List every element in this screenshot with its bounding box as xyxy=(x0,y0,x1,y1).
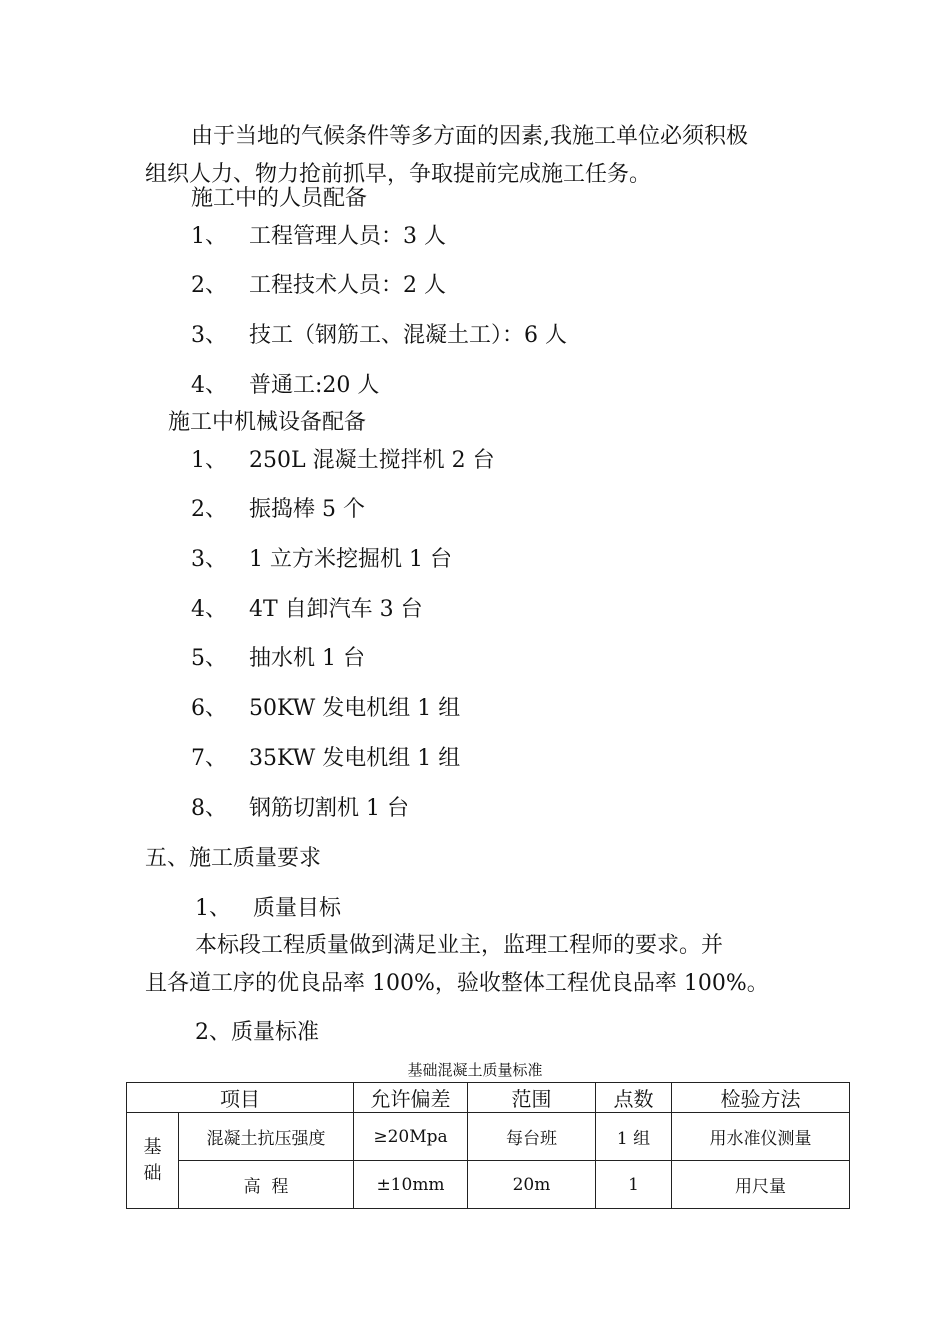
item-text: 35KW 发电机组 1 组 xyxy=(249,746,461,771)
item-number: 3、 xyxy=(191,547,227,572)
row-group-label xyxy=(127,1113,179,1209)
item-text: 1 立方米挖掘机 1 台 xyxy=(249,547,452,572)
table-cell: 高 程 xyxy=(179,1161,354,1209)
item-number: 7、 xyxy=(191,746,227,771)
quality-goal-line-2: 且各道工序的优良品率 100%，验收整体工程优良品率 100%。 xyxy=(145,971,769,996)
intro-line-1: 由于当地的气候条件等多方面的因素,我施工单位必须积极 xyxy=(191,124,748,149)
item-text: 振捣棒 5 个 xyxy=(249,497,365,522)
personnel-item xyxy=(191,224,446,250)
personnel-item xyxy=(191,373,379,399)
table-cell: ±10mm xyxy=(354,1161,468,1209)
item-number: 4、 xyxy=(191,597,227,622)
table-cell: 混凝土抗压强度 xyxy=(179,1113,354,1161)
equipment-item xyxy=(191,547,452,573)
equipment-item xyxy=(191,646,365,672)
table-cell: ≥20Mpa xyxy=(354,1113,468,1161)
item-number: 1、 xyxy=(195,896,231,921)
quality-goal-heading xyxy=(195,896,341,922)
quality-standard-heading: 2、质量标准 xyxy=(195,1020,319,1045)
equipment-item xyxy=(191,448,495,474)
table-cell: 20m xyxy=(468,1161,596,1209)
group-label-char: 础 xyxy=(143,1162,162,1184)
quality-goal-line-1: 本标段工程质量做到满足业主，监理工程师的要求。并 xyxy=(195,933,724,958)
item-text: 4T 自卸汽车 3 台 xyxy=(249,597,423,622)
item-text: 普通工:20 人 xyxy=(249,373,380,398)
group-label-char: 基 xyxy=(143,1136,162,1158)
item-number: 4、 xyxy=(191,373,227,398)
table-cell: 每台班 xyxy=(468,1113,596,1161)
quality-standard-table xyxy=(126,1082,850,1209)
item-text: 工程管理人员：3 人 xyxy=(249,224,446,249)
table-cell: 用尺量 xyxy=(672,1161,850,1209)
personnel-item xyxy=(191,273,446,299)
section-title: 五、施工质量要求 xyxy=(145,846,322,871)
item-text: 50KW 发电机组 1 组 xyxy=(249,696,461,721)
item-text: 钢筋切割机 1 台 xyxy=(249,796,409,821)
table-caption: 基础混凝土质量标准 xyxy=(407,1061,543,1079)
equipment-item xyxy=(191,597,423,623)
column-header: 范围 xyxy=(468,1083,596,1113)
table-cell: 1 组 xyxy=(596,1113,672,1161)
intro-line-2: 组织人力、物力抢前抓早，争取提前完成施工任务。 xyxy=(145,162,652,187)
item-number: 1、 xyxy=(191,448,227,473)
personnel-item xyxy=(191,323,567,349)
item-text: 质量目标 xyxy=(253,896,342,921)
table-row xyxy=(127,1161,850,1209)
equipment-heading: 施工中机械设备配备 xyxy=(168,410,367,435)
item-text: 工程技术人员：2 人 xyxy=(249,273,446,298)
personnel-heading: 施工中的人员配备 xyxy=(191,186,368,211)
table-cell: 1 xyxy=(596,1161,672,1209)
equipment-item xyxy=(191,497,365,523)
item-number: 2、 xyxy=(191,273,227,298)
equipment-item xyxy=(191,796,409,822)
item-text: 抽水机 1 台 xyxy=(249,646,365,671)
column-header: 允许偏差 xyxy=(354,1083,468,1113)
table-cell: 用水准仪测量 xyxy=(672,1113,850,1161)
item-number: 2、 xyxy=(191,497,227,522)
item-number: 6、 xyxy=(191,696,227,721)
item-number: 8、 xyxy=(191,796,227,821)
column-header: 点数 xyxy=(596,1083,672,1113)
table-row xyxy=(127,1113,850,1161)
item-number: 3、 xyxy=(191,323,227,348)
item-text: 250L 混凝土搅拌机 2 台 xyxy=(249,448,495,473)
item-number: 5、 xyxy=(191,646,227,671)
equipment-item xyxy=(191,746,460,772)
equipment-item xyxy=(191,696,460,722)
table-header-row xyxy=(127,1083,850,1113)
column-header: 项目 xyxy=(127,1083,354,1113)
item-number: 1、 xyxy=(191,224,227,249)
column-header: 检验方法 xyxy=(672,1083,850,1113)
item-text: 技工（钢筋工、混凝土工）：6 人 xyxy=(249,323,567,348)
